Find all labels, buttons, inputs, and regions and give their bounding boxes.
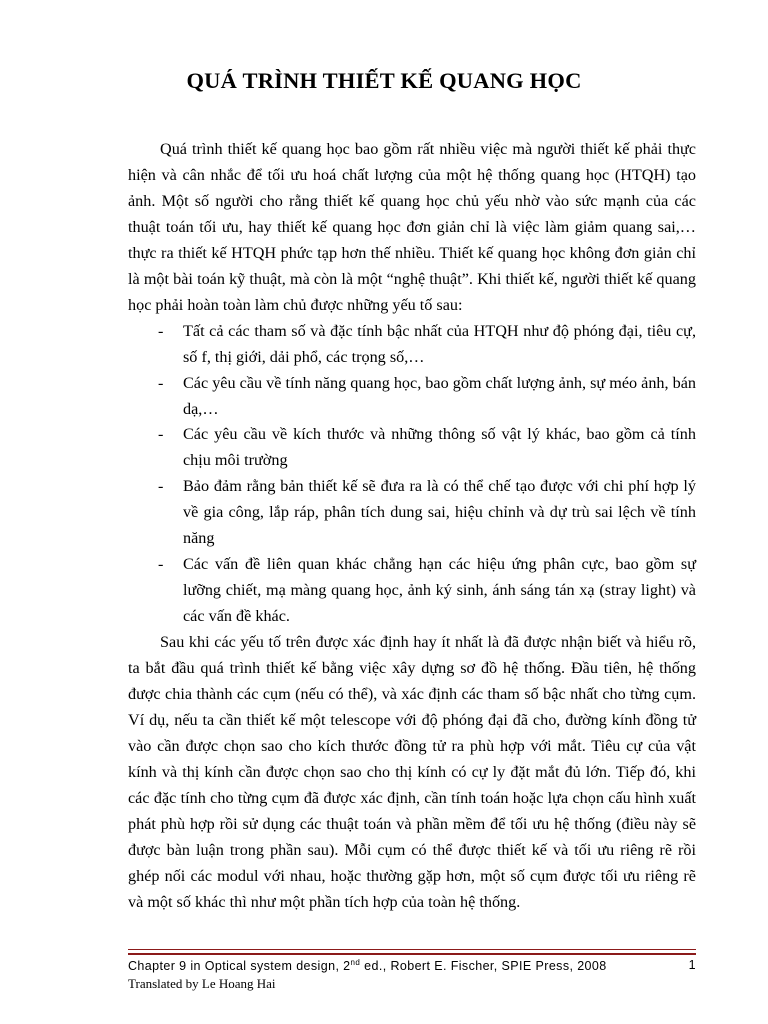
- list-item-text: Các yêu cầu về tính năng quang học, bao gồm chất lượng ảnh, sự méo ảnh, bán dạ,…: [183, 373, 696, 418]
- intro-paragraph: Quá trình thiết kế quang học bao gồm rất nhiều việc mà người thiết kế phải thực hiện và cân nhắc để tối ưu hoá chất lượng của một hệ thống quang học (HTQH) tạo ảnh. Một số người cho rằng thiết kế quang học chủ yếu nhờ vào sức mạnh của các thuật toán tối ưu, hay thiết kế quang học đơn giản chỉ là việc làm giảm quang sai,… thực ra thiết kế HTQH phức tạp hơn thế nhiều. Thiết kế quang học không đơn giản chỉ là một bài toán kỹ thuật, mà còn là một “nghệ thuật”. Khi thiết kế, người thiết kế quang học phải hoàn toàn làm chủ được những yếu tố sau:: [128, 140, 696, 314]
- list-item: [128, 552, 696, 630]
- list-item-text: Tất cả các tham số và đặc tính bậc nhất của HTQH như độ phóng đại, tiêu cự, số f, thị giới, dải phổ, các trọng số,…: [183, 321, 696, 366]
- bullet-dash: -: [158, 373, 164, 392]
- citation-superscript: nd: [350, 958, 361, 967]
- list-item-text: Các vấn đề liên quan khác chẳng hạn các hiệu ứng phân cực, bao gồm sự lưỡng chiết, mạ màng quang học, ảnh ký sinh, ánh sáng tán xạ (stray light) và các vấn đề khác.: [183, 555, 696, 626]
- list-item: [128, 371, 696, 423]
- page-number: 1: [688, 958, 696, 972]
- bullet-dash: -: [158, 321, 164, 340]
- requirements-list: [128, 319, 696, 630]
- list-item: [128, 474, 696, 552]
- closing-paragraph: Sau khi các yếu tố trên được xác định hay ít nhất là đã được nhận biết và hiểu rõ, ta bắt đầu quá trình thiết kế bằng việc xây dựng sơ đồ hệ thống. Đầu tiên, hệ thống được chia thành các cụm (nếu có thể), và xác định các tham số bậc nhất cho từng cụm. Ví dụ, nếu ta cần thiết kế một telescope với độ phóng đại đã cho, đường kính đồng tử vào cần được chọn sao cho kích thước đồng tử ra phù hợp với mắt. Tiêu cự của vật kính và thị kính cần được chọn sao cho thị kính có cự ly đặt mắt đủ lớn. Tiếp đó, khi các đặc tính cho từng cụm đã được xác định, cần tính toán hoặc lựa chọn cấu hình xuất phát phù hợp rồi sử dụng các thuật toán và phần mềm để tối ưu hệ thống (điều này sẽ được bàn luận trong phần sau). Mỗi cụm có thể được thiết kế và tối ưu riêng rẽ rồi ghép nối các modul với nhau, hoặc thường gặp hơn, một số cụm được tối ưu riêng rẽ và một số khác thì như một phần tích hợp của toàn hệ thống.: [128, 633, 696, 911]
- bullet-dash: -: [158, 555, 164, 574]
- citation-suffix: ed., Robert E. Fischer, SPIE Press, 2008: [360, 959, 607, 974]
- footer-citation-row: [128, 958, 696, 973]
- footer-rule-thin: [128, 949, 696, 950]
- footer-translator: Translated by Le Hoang Hai: [128, 976, 276, 991]
- list-item-text: Bảo đảm rằng bản thiết kế sẽ đưa ra là có thể chế tạo được với chi phí hợp lý về gia công, lắp ráp, phân tích dung sai, hiệu chỉnh và dự trù sai lệch về tính năng: [183, 477, 696, 548]
- footer-rule-thick: [128, 953, 696, 955]
- list-item: [128, 319, 696, 371]
- footer-citation: [128, 958, 607, 973]
- citation-prefix: Chapter 9 in Optical system design, 2: [128, 959, 351, 974]
- page-title: QUÁ TRÌNH THIẾT KẾ QUANG HỌC: [186, 68, 582, 93]
- bullet-dash: -: [158, 477, 164, 496]
- bullet-dash: -: [158, 425, 164, 444]
- list-item-text: Các yêu cầu về kích thước và những thông số vật lý khác, bao gồm cả tính chịu môi trường: [183, 425, 696, 470]
- list-item: [128, 422, 696, 474]
- document-body: [128, 137, 696, 916]
